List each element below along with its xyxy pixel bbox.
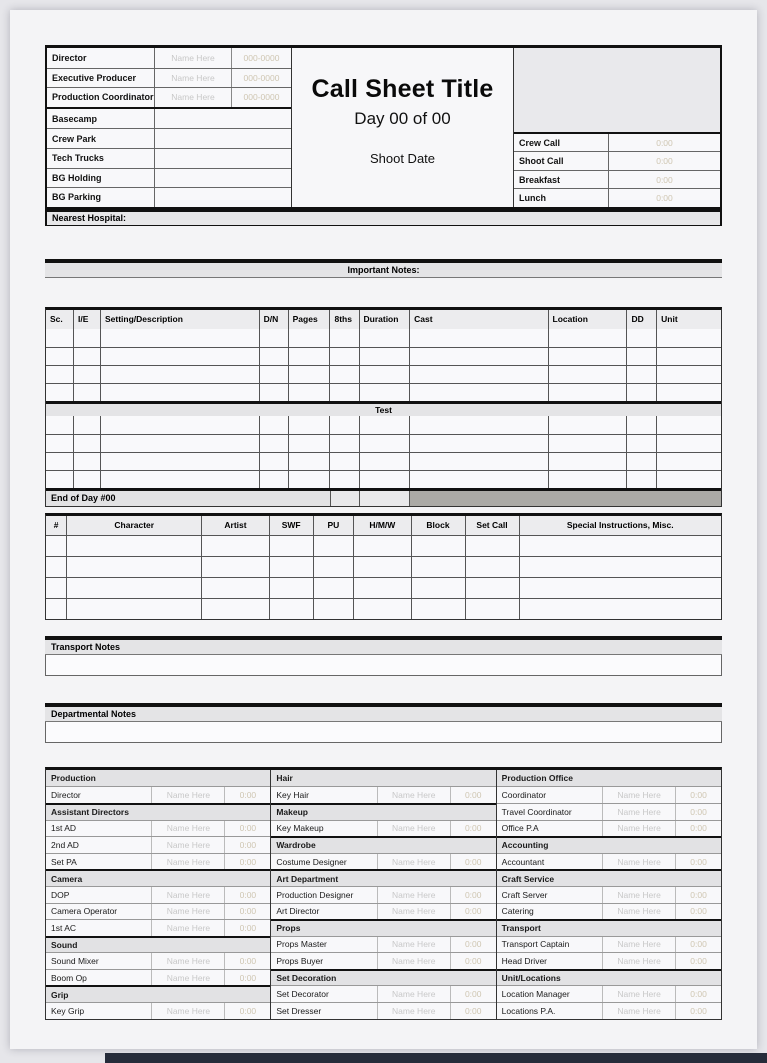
crew-role-label: Craft Server — [501, 889, 548, 900]
crew-role-label: Set Dresser — [276, 1005, 322, 1016]
crew-name-field[interactable]: Name Here — [377, 787, 451, 803]
crew-role-label: Set PA — [51, 856, 77, 867]
crew-time-field[interactable]: 0:00 — [690, 906, 707, 917]
crew-role-label: Camera Operator — [51, 906, 118, 917]
crew-role-label: Accountant — [501, 856, 545, 867]
crew-name-field[interactable]: Name Here — [602, 854, 676, 870]
crew-row — [46, 869, 270, 886]
cast-table — [45, 513, 722, 620]
crew-role-label: Camera — [51, 873, 83, 884]
scene-empty-row[interactable] — [46, 329, 721, 347]
call-time-field[interactable]: 0:00 — [608, 134, 720, 151]
scene-schedule-table — [45, 307, 722, 507]
scene-column-header: Unit — [656, 310, 721, 329]
crew-role-label: Location Manager — [501, 989, 570, 1000]
logo-box[interactable] — [514, 48, 720, 134]
crew-role-label: Assistant Directors — [51, 807, 129, 818]
crew-role-label: Craft Service — [501, 873, 555, 884]
cast-column-header: Special Instructions, Misc. — [519, 516, 722, 535]
call-time-label: Crew Call — [519, 137, 561, 148]
crew-time-field[interactable]: 0:00 — [464, 906, 482, 917]
end-of-day-row — [46, 488, 721, 506]
nearest-hospital-row[interactable] — [45, 209, 722, 226]
crew-time-field[interactable]: 0:00 — [239, 823, 257, 834]
transport-notes-label: Transport Notes — [51, 641, 121, 652]
locations-table — [47, 109, 291, 207]
scene-empty-row[interactable] — [46, 452, 721, 470]
crew-row — [497, 919, 721, 936]
crew-row — [497, 952, 721, 969]
crew-role-label: Props Master — [276, 939, 327, 950]
contact-role-label: Director — [52, 52, 87, 63]
scene-empty-row[interactable] — [46, 347, 721, 365]
crew-role-label: Unit/Locations — [501, 973, 561, 984]
crew-time-field[interactable]: 0:00 — [239, 889, 257, 900]
crew-time-field[interactable]: 0:00 — [239, 922, 257, 933]
crew-time-field[interactable]: 0:00 — [464, 939, 482, 950]
scene-divider-label: Test — [375, 404, 392, 415]
crew-row — [46, 903, 270, 920]
crew-name-field[interactable]: Name Here — [602, 787, 676, 803]
nearest-hospital-label: Nearest Hospital: — [52, 213, 127, 224]
crew-row — [271, 853, 495, 870]
crew-name-field[interactable]: Name Here — [151, 821, 225, 837]
cast-column-header: Character — [66, 516, 201, 535]
crew-name-field[interactable]: Name Here — [602, 804, 676, 820]
scene-column-header: Pages — [288, 310, 330, 329]
crew-time-field[interactable]: 0:00 — [239, 956, 257, 967]
contact-name-field[interactable]: Name Here — [154, 88, 232, 107]
scene-table-header — [46, 310, 721, 329]
crew-role-label: Art Department — [276, 873, 339, 884]
location-value-field[interactable] — [154, 149, 291, 168]
crew-role-label: Sound Mixer — [51, 956, 99, 967]
crew-name-field[interactable]: Name Here — [602, 937, 676, 953]
page-title: Call Sheet Title — [311, 75, 494, 103]
crew-name-field[interactable]: Name Here — [602, 953, 676, 969]
call-time-row — [514, 134, 720, 151]
crew-name-field[interactable]: Name Here — [602, 1003, 676, 1019]
crew-role-label: 2nd AD — [51, 839, 79, 850]
crew-row — [271, 952, 495, 969]
crew-section — [45, 767, 722, 1020]
crew-role-label: Head Driver — [501, 956, 548, 967]
crew-row — [497, 836, 721, 853]
location-label: BG Parking — [52, 192, 102, 203]
departmental-notes-bar — [45, 703, 722, 722]
scene-column-header: Duration — [359, 310, 410, 329]
cast-empty-row[interactable] — [46, 535, 721, 556]
crew-role-label: Transport Captain — [501, 939, 570, 950]
location-row — [47, 148, 291, 168]
contact-phone-field[interactable]: 000-0000 — [243, 52, 280, 63]
crew-name-field[interactable]: Name Here — [602, 986, 676, 1002]
crew-role-label: Props — [276, 923, 301, 934]
crew-column-1 — [46, 770, 271, 1019]
crew-time-field[interactable]: 0:00 — [464, 790, 482, 801]
crew-row — [497, 820, 721, 837]
call-times-table — [514, 134, 720, 207]
crew-row — [46, 853, 270, 870]
crew-role-label: Props Buyer — [276, 956, 324, 967]
scene-column-header: Sc. — [50, 314, 63, 325]
contact-role-label: Production Coordinator — [52, 92, 154, 103]
call-time-label: Lunch — [519, 193, 546, 204]
crew-role-label: Art Director — [276, 906, 320, 917]
crew-name-field[interactable]: Name Here — [377, 986, 451, 1002]
crew-name-field[interactable]: Name Here — [151, 953, 225, 969]
crew-role-label: Coordinator — [501, 790, 547, 801]
crew-row — [271, 969, 495, 986]
location-label: BG Holding — [52, 172, 102, 183]
crew-row — [271, 903, 495, 920]
cast-empty-row[interactable] — [46, 577, 721, 598]
contact-row — [47, 68, 291, 88]
crew-row — [497, 869, 721, 886]
crew-column-3 — [497, 770, 721, 1019]
scene-column-header: Setting/Description — [100, 310, 259, 329]
scene-empty-row[interactable] — [46, 434, 721, 452]
cast-column-header: SWF — [269, 516, 313, 535]
crew-role-label: Sound — [51, 939, 78, 950]
scene-column-header: I/E — [73, 310, 100, 329]
contact-role-label: Executive Producer — [52, 72, 137, 83]
crew-name-field[interactable]: Name Here — [377, 953, 451, 969]
cast-column-header: # — [53, 520, 59, 531]
crew-name-field[interactable]: Name Here — [151, 920, 225, 936]
crew-row — [497, 969, 721, 986]
crew-row — [46, 936, 270, 953]
crew-role-label: Catering — [501, 906, 534, 917]
crew-row — [497, 936, 721, 953]
scene-divider-row — [46, 401, 721, 416]
location-value-field[interactable] — [154, 129, 291, 148]
call-time-field[interactable]: 0:00 — [608, 152, 720, 169]
crew-row — [46, 820, 270, 837]
call-time-label: Shoot Call — [519, 156, 564, 167]
crew-time-field[interactable]: 0:00 — [690, 790, 707, 801]
crew-row — [271, 869, 495, 886]
call-time-field[interactable]: 0:00 — [608, 171, 720, 188]
crew-row — [46, 919, 270, 936]
location-label: Tech Trucks — [52, 153, 104, 164]
important-notes-label: Important Notes: — [347, 264, 420, 275]
crew-name-field[interactable]: Name Here — [602, 904, 676, 920]
scene-empty-row[interactable] — [46, 416, 721, 434]
crew-row — [46, 886, 270, 903]
scene-empty-row[interactable] — [46, 365, 721, 383]
location-row — [47, 168, 291, 188]
departmental-notes-field[interactable] — [45, 722, 722, 743]
crew-row — [497, 803, 721, 820]
location-row — [47, 109, 291, 129]
crew-role-label: Set Decoration — [276, 973, 337, 984]
crew-role-label: Travel Coordinator — [501, 806, 572, 817]
cast-table-header — [46, 516, 721, 535]
cast-column-header: Artist — [201, 516, 269, 535]
crew-name-field[interactable]: Name Here — [377, 904, 451, 920]
crew-role-label: Hair — [276, 773, 293, 784]
crew-time-field[interactable]: 0:00 — [464, 856, 482, 867]
crew-row — [271, 836, 495, 853]
call-time-row — [514, 188, 720, 206]
crew-row — [271, 770, 495, 787]
crew-role-label: Production — [51, 773, 96, 784]
end-of-day-label: End of Day #00 — [46, 491, 330, 506]
crew-time-field[interactable]: 0:00 — [690, 956, 707, 967]
crew-row — [271, 886, 495, 903]
crew-row — [46, 803, 270, 820]
crew-role-label: Grip — [51, 989, 69, 1000]
scene-column-header: Location — [548, 310, 627, 329]
crew-role-label: Wardrobe — [276, 840, 316, 851]
crew-name-field[interactable]: Name Here — [377, 854, 451, 870]
end-of-day-fill-cell — [409, 491, 721, 506]
crew-row — [46, 786, 270, 803]
cast-column-header: H/M/W — [353, 516, 410, 535]
crew-role-label: Set Decorator — [276, 989, 329, 1000]
crew-time-field[interactable]: 0:00 — [464, 889, 482, 900]
location-value-field[interactable] — [154, 109, 291, 129]
crew-role-label: Production Office — [501, 773, 573, 784]
crew-name-field[interactable]: Name Here — [602, 821, 676, 837]
crew-row — [271, 936, 495, 953]
crew-name-field[interactable]: Name Here — [377, 1003, 451, 1019]
call-sheet-page — [10, 10, 757, 1049]
contact-name-field[interactable]: Name Here — [154, 69, 232, 88]
crew-role-label: Office P.A — [501, 823, 539, 834]
crew-time-field[interactable]: 0:00 — [464, 1005, 482, 1016]
crew-role-label: Accounting — [501, 840, 549, 851]
crew-row — [497, 770, 721, 787]
crew-time-field[interactable]: 0:00 — [239, 972, 257, 983]
crew-role-label: 1st AC — [51, 922, 77, 933]
crew-time-field[interactable]: 0:00 — [690, 856, 707, 867]
crew-row — [46, 969, 270, 986]
contact-phone-field[interactable]: 000-0000 — [243, 92, 280, 103]
crew-name-field[interactable]: Name Here — [151, 787, 225, 803]
cast-column-header: PU — [313, 516, 354, 535]
scene-empty-row[interactable] — [46, 383, 721, 401]
location-value-field[interactable] — [154, 169, 291, 188]
crew-name-field[interactable]: Name Here — [377, 887, 451, 903]
crew-time-field[interactable]: 0:00 — [464, 989, 482, 1000]
crew-role-label: Production Designer — [276, 889, 354, 900]
crew-time-field[interactable]: 0:00 — [239, 1005, 257, 1016]
crew-time-field[interactable]: 0:00 — [690, 939, 707, 950]
crew-row — [271, 1002, 495, 1019]
scene-column-header: 8ths — [329, 310, 358, 329]
crew-role-label: Boom Op — [51, 972, 87, 983]
crew-name-field[interactable]: Name Here — [151, 970, 225, 986]
crew-row — [46, 836, 270, 853]
crew-role-label: Makeup — [276, 807, 308, 818]
contact-name-field[interactable]: Name Here — [154, 48, 232, 68]
end-of-day-cell-2[interactable] — [359, 491, 410, 506]
crew-role-label: Key Makeup — [276, 823, 324, 834]
location-row — [47, 187, 291, 207]
crew-role-label: DOP — [51, 889, 70, 900]
crew-time-field[interactable]: 0:00 — [690, 1005, 707, 1016]
crew-row — [497, 903, 721, 920]
call-time-row — [514, 151, 720, 169]
crew-role-label: Key Grip — [51, 1005, 85, 1016]
cast-column-header: Block — [411, 516, 465, 535]
crew-role-label: Key Hair — [276, 790, 309, 801]
important-notes-bar — [45, 259, 722, 278]
location-label: Crew Park — [52, 133, 97, 144]
transport-notes-field[interactable] — [45, 655, 722, 676]
scene-empty-row[interactable] — [46, 470, 721, 488]
crew-time-field[interactable]: 0:00 — [690, 989, 707, 1000]
crew-role-label: Costume Designer — [276, 856, 347, 867]
contacts-table — [47, 48, 291, 109]
crew-name-field[interactable]: Name Here — [602, 887, 676, 903]
location-row — [47, 128, 291, 148]
crew-role-label: Locations P.A. — [501, 1005, 556, 1016]
contact-phone-field[interactable]: 000-0000 — [243, 72, 280, 83]
cast-empty-row[interactable] — [46, 598, 721, 619]
call-time-field[interactable]: 0:00 — [608, 189, 720, 206]
contact-row — [47, 48, 291, 68]
crew-row — [271, 803, 495, 820]
crew-name-field[interactable]: Name Here — [377, 937, 451, 953]
crew-time-field[interactable]: 0:00 — [690, 823, 707, 834]
crew-name-field[interactable]: Name Here — [151, 904, 225, 920]
crew-time-field[interactable]: 0:00 — [690, 889, 707, 900]
departmental-notes-label: Departmental Notes — [51, 708, 137, 719]
header-right-table — [514, 48, 720, 207]
crew-name-field[interactable]: Name Here — [151, 1003, 225, 1019]
crew-time-field[interactable]: 0:00 — [239, 856, 257, 867]
scene-column-header: DD — [626, 310, 656, 329]
crew-name-field[interactable]: Name Here — [151, 854, 225, 870]
crew-time-field[interactable]: 0:00 — [239, 839, 257, 850]
title-block — [292, 48, 514, 207]
header-left-table — [47, 48, 292, 207]
crew-column-2 — [271, 770, 496, 1019]
crew-row — [497, 985, 721, 1002]
scene-column-header: Cast — [409, 310, 547, 329]
crew-name-field[interactable]: Name Here — [377, 821, 451, 837]
crew-row — [271, 820, 495, 837]
cast-empty-row[interactable] — [46, 556, 721, 577]
crew-time-field[interactable]: 0:00 — [464, 823, 482, 834]
crew-time-field[interactable]: 0:00 — [239, 906, 257, 917]
crew-row — [46, 952, 270, 969]
day-count: Day 00 of 00 — [354, 109, 451, 128]
cast-column-header: Set Call — [465, 516, 519, 535]
location-value-field[interactable] — [154, 188, 291, 207]
shoot-date: Shoot Date — [369, 151, 436, 166]
crew-role-label: Director — [51, 790, 81, 801]
crew-role-label: 1st AD — [51, 823, 77, 834]
crew-time-field[interactable]: 0:00 — [690, 806, 707, 817]
crew-row — [497, 853, 721, 870]
contact-row — [47, 87, 291, 107]
location-label: Basecamp — [52, 113, 98, 124]
call-time-label: Breakfast — [519, 174, 561, 185]
scene-column-header: D/N — [259, 310, 288, 329]
crew-row — [46, 985, 270, 1002]
crew-time-field[interactable]: 0:00 — [239, 790, 257, 801]
transport-notes-bar — [45, 636, 722, 655]
crew-row — [46, 770, 270, 787]
crew-row — [271, 786, 495, 803]
crew-row — [271, 919, 495, 936]
call-time-row — [514, 170, 720, 188]
crew-row — [497, 1002, 721, 1019]
bottom-edge-bar — [105, 1053, 767, 1063]
header-section — [45, 45, 722, 209]
crew-row — [497, 786, 721, 803]
end-of-day-cell-1[interactable] — [330, 491, 359, 506]
crew-name-field[interactable]: Name Here — [151, 887, 225, 903]
crew-time-field[interactable]: 0:00 — [464, 956, 482, 967]
crew-role-label: Transport — [501, 923, 541, 934]
crew-name-field[interactable]: Name Here — [151, 837, 225, 853]
crew-row — [271, 985, 495, 1002]
crew-row — [46, 1002, 270, 1019]
crew-row — [497, 886, 721, 903]
